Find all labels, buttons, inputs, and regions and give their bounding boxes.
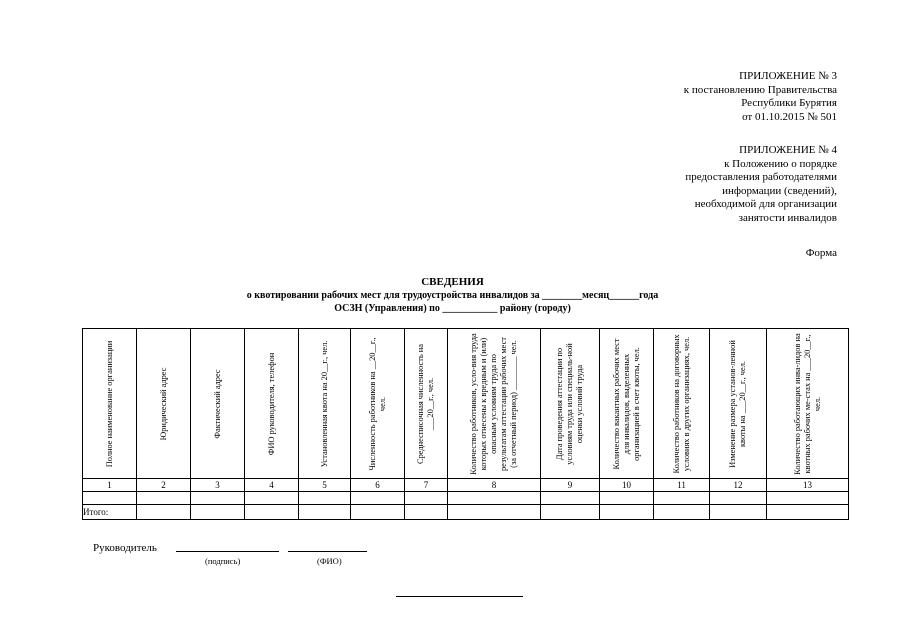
table-cell[interactable] [83,492,137,505]
column-header [405,329,448,479]
column-number: 12 [710,479,767,492]
column-header-text: Количество работников, усло-вия труда которых отнесены к вредным и (или) опасным условиям труда по результатам аттестации рабочих мест (за отчетный период) ________ чел. [469,332,518,475]
table-row [83,492,849,505]
appendix-3-header [577,70,837,124]
document-subtitle-district: ОСЗН (Управления) по ___________ району (городу) [334,303,571,314]
table-cell[interactable] [191,505,245,520]
table-cell[interactable] [710,505,767,520]
total-row [83,505,849,520]
column-header-text: Количество вакантных рабочих мест для инвалидов, выделенных организацией в счет квоты, чел. [611,337,641,470]
column-number: 6 [351,479,405,492]
appendix-4-line: информации (сведений), [722,184,837,197]
table-cell[interactable] [654,505,710,520]
column-number: 11 [654,479,710,492]
column-header [448,329,541,479]
column-header-text: Численность работников на __20__г., чел. [367,336,387,471]
table-cell[interactable] [541,505,600,520]
column-header-text: Среднесписочная численность на ___20__г., чел. [416,343,435,464]
table-cell[interactable] [654,492,710,505]
column-header [767,329,849,479]
column-header [541,329,600,479]
table-cell[interactable] [405,492,448,505]
signature-label: Руководитель [93,542,157,554]
name-line[interactable] [288,551,367,552]
signature-caption: (подпись) [205,556,241,566]
table-cell[interactable] [351,492,405,505]
column-number: 2 [137,479,191,492]
appendix-3-title: ПРИЛОЖЕНИЕ № 3 [739,70,837,82]
column-header [83,329,137,479]
column-number: 4 [245,479,299,492]
column-number: 13 [767,479,849,492]
table-cell[interactable] [137,492,191,505]
column-number: 7 [405,479,448,492]
table-cell[interactable] [600,505,654,520]
table-cell[interactable] [448,492,541,505]
total-label: Итого: [83,505,137,520]
table-cell[interactable] [299,492,351,505]
column-number: 5 [299,479,351,492]
appendix-4-line: к Положению о порядке [724,157,837,170]
column-header-text: Количество работников на договорных условиях в других организациях, чел. [671,333,691,474]
table-cell[interactable] [245,492,299,505]
table-header-row [83,329,849,479]
document-subtitle: о квотировании рабочих мест для трудоустройства инвалидов за ________месяц______года [246,290,659,301]
column-header-text: Юридический адрес [158,367,168,440]
appendix-4-line: необходимой для организации [694,198,837,210]
appendix-3-line: к постановлению Правительства [683,83,837,96]
column-number: 10 [600,479,654,492]
column-number: 9 [541,479,600,492]
table-cell[interactable] [245,505,299,520]
table-cell[interactable] [541,492,600,505]
table-cell[interactable] [299,505,351,520]
table-cell[interactable] [710,492,767,505]
column-header [299,329,351,479]
column-header [191,329,245,479]
column-number: 3 [191,479,245,492]
appendix-4-line: занятости инвалидов [738,211,837,224]
appendix-3-line: Республики Бурятия [741,97,837,109]
appendix-4-line: предоставления работодателями [685,171,837,183]
column-header [245,329,299,479]
column-header-text: Полное наименование организации [104,340,114,467]
table-cell[interactable] [191,492,245,505]
column-header-text: Количество работающих инва-лидов на квотных рабочих ме-стах на ___20__г., чел. [792,332,822,475]
name-caption: (ФИО) [317,556,342,566]
table-cell[interactable] [405,505,448,520]
table-cell[interactable] [767,492,849,505]
column-number: 8 [448,479,541,492]
column-header [654,329,710,479]
column-header [137,329,191,479]
page-separator [396,596,523,597]
table-cell[interactable] [351,505,405,520]
column-number-row [83,479,849,492]
appendix-3-line: от 01.10.2015 № 501 [742,110,837,123]
form-label: Форма [805,247,837,259]
column-header-text: ФИО руководителя, телефон [266,352,276,455]
document-title: СВЕДЕНИЯ [421,276,484,288]
appendix-4-header [577,144,837,225]
column-header [600,329,654,479]
table-cell[interactable] [448,505,541,520]
quota-table [82,328,849,520]
appendix-4-title: ПРИЛОЖЕНИЕ № 4 [739,144,837,156]
table-cell[interactable] [137,505,191,520]
column-header-text: Установленная квота на 20__г., чел. [319,340,329,467]
table-cell[interactable] [767,505,849,520]
column-header-text: Фактический адрес [212,368,222,439]
table-cell[interactable] [600,492,654,505]
column-number: 1 [83,479,137,492]
column-header-text: Изменение размера установ-ленной квоты на ___20__г., чел. [728,339,747,468]
column-header [710,329,767,479]
signature-line[interactable] [176,551,279,552]
column-header-text: Дата проведения аттестации по условиям труда или специаль-ной оценки условий труда [555,342,584,465]
column-header [351,329,405,479]
